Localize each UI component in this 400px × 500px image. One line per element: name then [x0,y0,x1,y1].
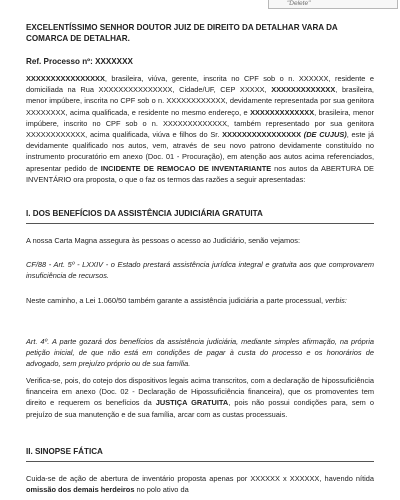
free-justice-text-c: , pois não possui condições para, sem o prejuízo de sua manutenção e de sua família, arcar com as custas processuais. [26,398,374,419]
party-name-2: XXXXXXXXXXXXX [271,85,336,95]
parties-paragraph [26,73,374,185]
facts-bold: omissão dos demais herdeiros [26,485,135,495]
facts-paragraph [26,473,374,495]
quote-art4: Art. 4º. A parte gozará dos benefícios da assistência judiciária, mediante simples afirmação, na própria petição inicial, de que não está em condições de pagar à custa do processo e os honorários de advogado, sem prejuízo próprio ou de sua família. [26,337,374,369]
incident-request: INCIDENTE DE REMOCAO DE INVENTARIANTE [100,163,272,173]
delete-note[interactable]: "Delete" [268,0,398,9]
process-reference: Ref. Processo nº: XXXXXXX [26,57,133,66]
party-name-3: XXXXXXXXXXXXX [250,107,315,117]
party-text-2: , brasileira, menor impúbere, inscrita no CPF sob o n. XXXXXXXXXXXX, devidamente representada por sua genitora XXXXXXXX, acima qualificada, e residente no mesmo endereço, e [26,85,374,117]
facts-text-a: Cuida-se de ação de abertura de inventário proposta apenas por XXXXXX x XXXXXX, havendo nítida [26,474,374,483]
party-text-1: , brasileira, viúva, gerente, inscrita no CPF sob o n. XXXXXX, residente e domiciliada na Rua XXXXXXXXXXXXXXX, Cidade/UF, CEP XXXXX, [26,74,374,95]
party-name-4: XXXXXXXXXXXXXXXX [222,130,301,140]
law-paragraph [26,295,374,306]
document-heading: EXCELENTÍSSIMO SENHOR DOUTOR JUIZ DE DIREITO DA DETALHAR VARA DA COMARCA DE DETALHAR. [26,23,338,43]
party-name-1: XXXXXXXXXXXXXXXX [26,74,105,83]
facts-text-c: no polo ativo da [134,485,189,495]
de-cujus-label: (DE CUJUS) [301,130,347,140]
party-text-6: nos autos da ABERTURA DE INVENTÁRIO ora proposta, o que o faz os termos das razões a seguir apresentadas: [26,163,374,184]
section-title-1: I. DOS BENEFÍCIOS DA ASSISTÊNCIA JUDICIÁRIA GRATUITA [26,208,374,219]
section-title-2: II. SINOPSE FÁTICA [26,446,374,457]
law-paragraph-text: Neste caminho, a Lei 1.060/50 também garante a assistência judiciária a parte processual, [26,296,326,305]
free-justice-paragraph [26,375,374,420]
quote-cf88: CF/88 - Art. 5º - LXXIV - o Estado prestará assistência jurídica integral e gratuita aos que comprovarem insuficiência de recursos. [26,260,374,281]
party-text-5: , este já devidamente qualificado nos autos, vem, através de seu novo patrono devidamente constituído no instrumento procuratório em anexo (Doc. 01 - Procuração), em atenção aos autos acima referenciados, apresentar pedido de [26,130,374,173]
free-justice-text-a: Verifica-se, pois, do cotejo dos dispositivos legais acima transcritos, com a declaração de hipossuficiência financeira em anexo (Doc. 02 - Declaração de Hipossuficiência financeira), que os promoventes tem direito e requerem os benefícios da [26,376,374,408]
party-text-3: , brasileira, menor impúbere, inscrito no CPF sob o n. XXXXXXXXXXXXX, também representado por sua genitora XXXXXXXXXXXX, acima qualificada, viúva e filhos do Sr. [26,107,374,140]
intro-paragraph-1: A nossa Carta Magna assegura às pessoas o acesso ao Judiciário, senão vejamos: [26,236,301,245]
free-justice-bold: JUSTIÇA GRATUITA [155,398,229,408]
verbis-label: verbis: [325,296,347,305]
